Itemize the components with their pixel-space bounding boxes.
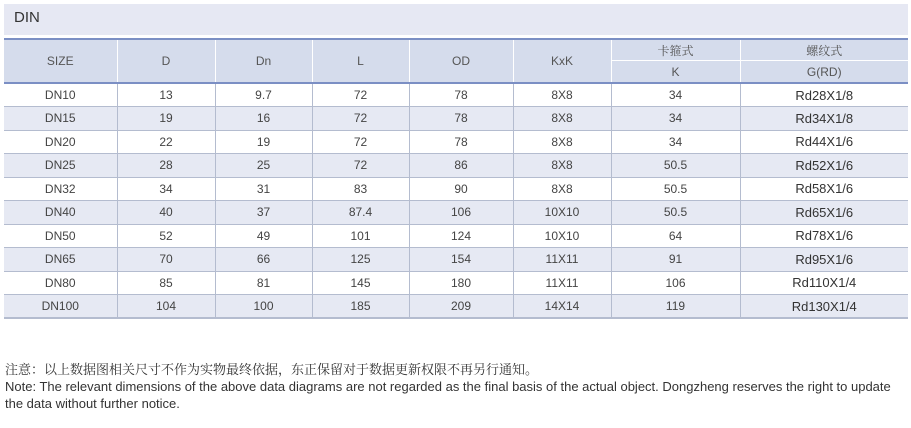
- cell-dn: 100: [215, 295, 312, 319]
- cell-l: 83: [312, 177, 409, 201]
- cell-l: 125: [312, 248, 409, 272]
- cell-dn: 66: [215, 248, 312, 272]
- cell-kxk: 14X14: [513, 295, 611, 319]
- cell-dn: 37: [215, 201, 312, 225]
- cell-clamp-k: 91: [611, 248, 740, 272]
- cell-kxk: 8X8: [513, 177, 611, 201]
- cell-kxk: 8X8: [513, 130, 611, 154]
- cell-od: 124: [409, 224, 513, 248]
- cell-d: 104: [117, 295, 215, 319]
- cell-d: 13: [117, 83, 215, 107]
- cell-od: 209: [409, 295, 513, 319]
- dimension-table: [4, 38, 908, 319]
- header-size: SIZE: [4, 39, 117, 83]
- cell-l: 72: [312, 107, 409, 131]
- cell-size: DN50: [4, 224, 117, 248]
- cell-od: 86: [409, 154, 513, 178]
- cell-size: DN25: [4, 154, 117, 178]
- table-row: [4, 177, 908, 201]
- cell-l: 145: [312, 271, 409, 295]
- cell-thread-grd: Rd58X1/6: [740, 177, 908, 201]
- cell-kxk: 8X8: [513, 154, 611, 178]
- cell-d: 34: [117, 177, 215, 201]
- table-row: [4, 201, 908, 225]
- cell-d: 19: [117, 107, 215, 131]
- disclaimer-note: [5, 361, 905, 412]
- header-dn: Dn: [215, 39, 312, 83]
- table-body: [4, 83, 908, 318]
- table-row: [4, 295, 908, 319]
- section-title-bar: [4, 4, 908, 35]
- note-chinese: 注意：以上数据图相关尺寸不作为实物最终依据，东正保留对于数据更新权限不再另行通知。: [5, 362, 539, 377]
- cell-kxk: 8X8: [513, 83, 611, 107]
- cell-dn: 81: [215, 271, 312, 295]
- cell-od: 78: [409, 130, 513, 154]
- cell-od: 106: [409, 201, 513, 225]
- cell-od: 180: [409, 271, 513, 295]
- cell-clamp-k: 50.5: [611, 177, 740, 201]
- cell-size: DN20: [4, 130, 117, 154]
- cell-od: 78: [409, 107, 513, 131]
- cell-thread-grd: Rd78X1/6: [740, 224, 908, 248]
- cell-clamp-k: 50.5: [611, 201, 740, 225]
- header-kxk: KxK: [513, 39, 611, 83]
- cell-thread-grd: Rd95X1/6: [740, 248, 908, 272]
- cell-l: 72: [312, 154, 409, 178]
- cell-thread-grd: Rd44X1/6: [740, 130, 908, 154]
- cell-od: 154: [409, 248, 513, 272]
- cell-l: 87.4: [312, 201, 409, 225]
- cell-d: 85: [117, 271, 215, 295]
- cell-d: 52: [117, 224, 215, 248]
- cell-size: DN100: [4, 295, 117, 319]
- cell-l: 72: [312, 130, 409, 154]
- cell-kxk: 11X11: [513, 248, 611, 272]
- cell-size: DN32: [4, 177, 117, 201]
- cell-l: 101: [312, 224, 409, 248]
- cell-size: DN10: [4, 83, 117, 107]
- header-thread-group: 螺纹式: [740, 39, 908, 61]
- cell-thread-grd: Rd28X1/8: [740, 83, 908, 107]
- cell-od: 90: [409, 177, 513, 201]
- cell-dn: 31: [215, 177, 312, 201]
- header-clamp-k: K: [611, 61, 740, 84]
- header-clamp-group: 卡箍式: [611, 39, 740, 61]
- cell-kxk: 11X11: [513, 271, 611, 295]
- cell-l: 185: [312, 295, 409, 319]
- table-row: [4, 154, 908, 178]
- cell-dn: 19: [215, 130, 312, 154]
- cell-dn: 49: [215, 224, 312, 248]
- cell-thread-grd: Rd65X1/6: [740, 201, 908, 225]
- cell-thread-grd: Rd52X1/6: [740, 154, 908, 178]
- header-l: L: [312, 39, 409, 83]
- header-d: D: [117, 39, 215, 83]
- cell-dn: 16: [215, 107, 312, 131]
- cell-d: 28: [117, 154, 215, 178]
- cell-d: 22: [117, 130, 215, 154]
- header-od: OD: [409, 39, 513, 83]
- cell-clamp-k: 50.5: [611, 154, 740, 178]
- table-row: [4, 83, 908, 107]
- header-thread-grd: G(RD): [740, 61, 908, 84]
- table-row: [4, 107, 908, 131]
- cell-thread-grd: Rd110X1/4: [740, 271, 908, 295]
- table-row: [4, 271, 908, 295]
- cell-clamp-k: 34: [611, 130, 740, 154]
- table-row: [4, 224, 908, 248]
- cell-thread-grd: Rd34X1/8: [740, 107, 908, 131]
- cell-d: 40: [117, 201, 215, 225]
- cell-size: DN15: [4, 107, 117, 131]
- cell-kxk: 10X10: [513, 201, 611, 225]
- table-row: [4, 248, 908, 272]
- section-title: DIN: [14, 9, 40, 26]
- cell-clamp-k: 64: [611, 224, 740, 248]
- cell-size: DN40: [4, 201, 117, 225]
- cell-dn: 9.7: [215, 83, 312, 107]
- table-row: [4, 130, 908, 154]
- cell-clamp-k: 34: [611, 107, 740, 131]
- cell-size: DN65: [4, 248, 117, 272]
- cell-clamp-k: 106: [611, 271, 740, 295]
- cell-od: 78: [409, 83, 513, 107]
- cell-thread-grd: Rd130X1/4: [740, 295, 908, 319]
- cell-d: 70: [117, 248, 215, 272]
- cell-kxk: 8X8: [513, 107, 611, 131]
- note-english: Note: The relevant dimensions of the above data diagrams are not regarded as the final basis of the actual object. Dongzheng reserves the right to update the data without further notice.: [5, 379, 891, 411]
- table-header: [4, 39, 908, 83]
- cell-dn: 25: [215, 154, 312, 178]
- cell-clamp-k: 34: [611, 83, 740, 107]
- cell-kxk: 10X10: [513, 224, 611, 248]
- cell-l: 72: [312, 83, 409, 107]
- cell-size: DN80: [4, 271, 117, 295]
- cell-clamp-k: 119: [611, 295, 740, 319]
